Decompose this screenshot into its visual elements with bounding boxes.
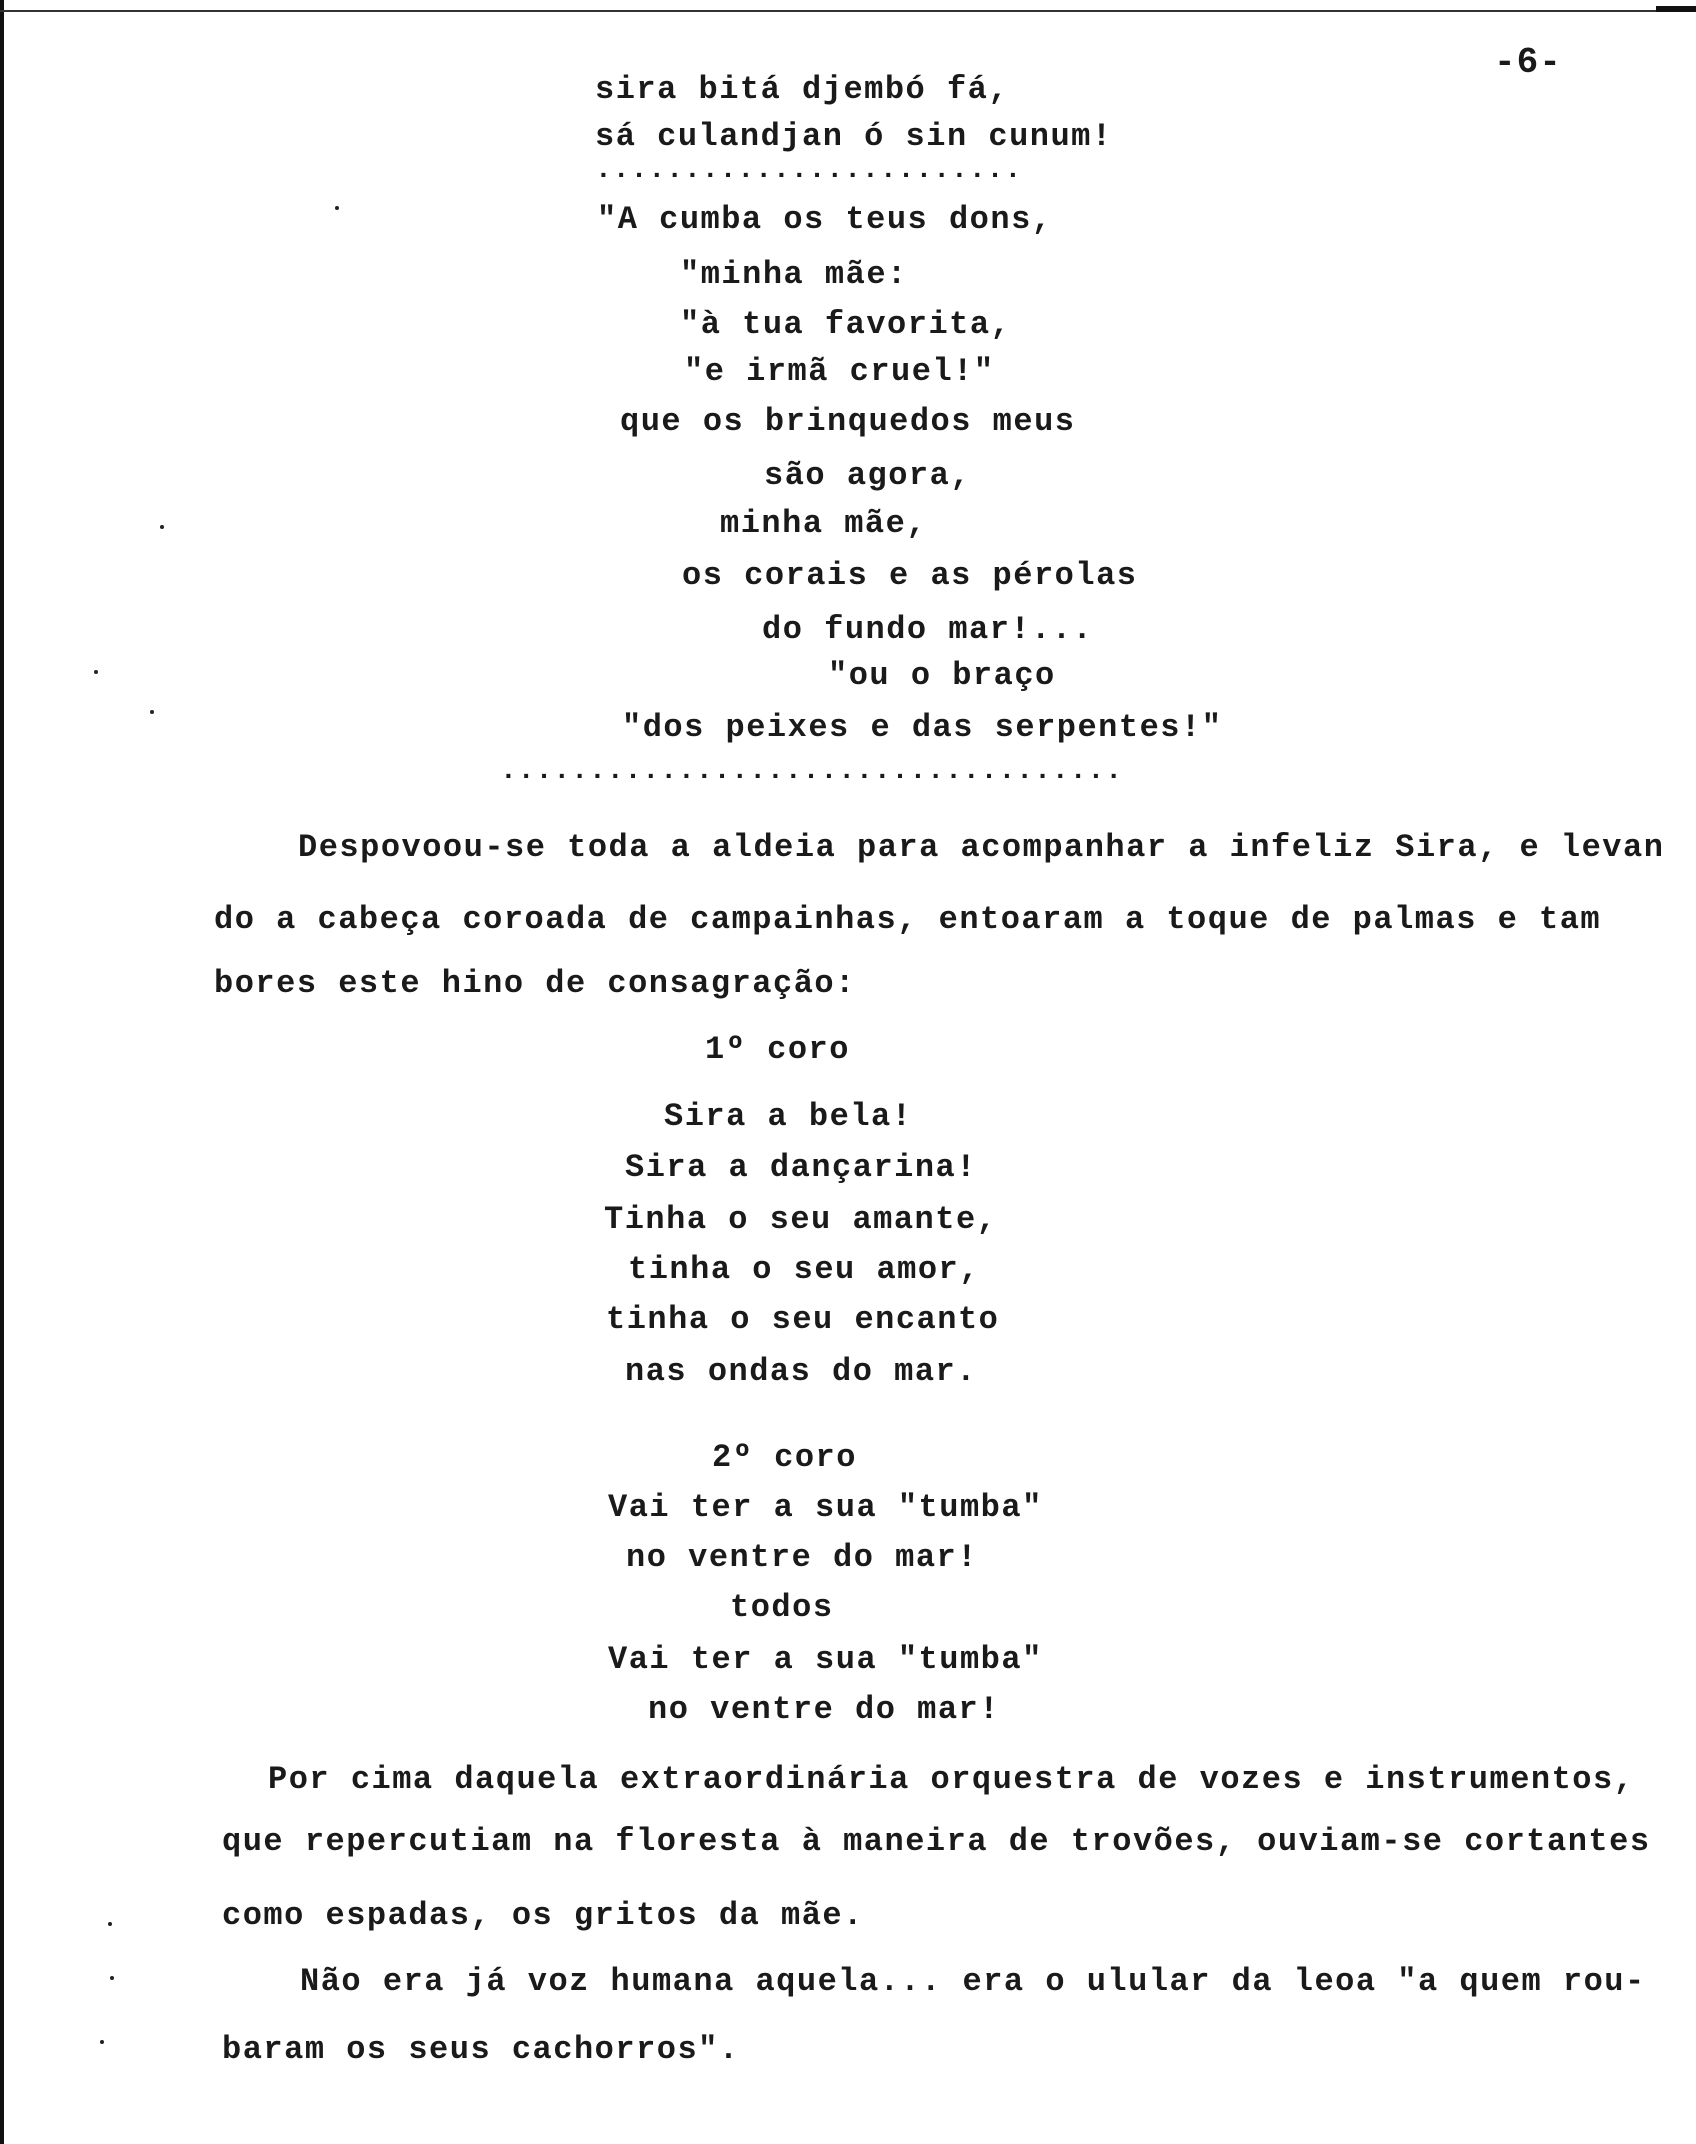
coro-line: tinha o seu encanto (606, 1301, 1000, 1338)
paragraph-line: Não era já voz humana aquela... era o ulular da leoa "a quem rou- (300, 1963, 1646, 2000)
verse2-line: os corais e as pérolas (682, 557, 1138, 594)
verse2-line: do fundo mar!... (762, 611, 1094, 648)
verse1-line: sira bitá djembó fá, (595, 71, 1010, 108)
todos-line: no ventre do mar! (648, 1691, 1000, 1728)
verse2-line: são agora, (764, 457, 972, 494)
scan-speck (110, 1976, 114, 1980)
verse2-line: "ou o braço (828, 657, 1056, 694)
verse2-line: que os brinquedos meus (620, 403, 1076, 440)
verse2-line: "A cumba os teus dons, (597, 201, 1053, 238)
scan-speck (335, 206, 339, 210)
scan-speck (100, 2040, 104, 2044)
page-left-edge (0, 0, 4, 2144)
paragraph-line: do a cabeça coroada de campainhas, entoaram a toque de palmas e tam (214, 901, 1602, 938)
coro-line: Vai ter a sua "tumba" (608, 1489, 1043, 1526)
verse2-line: "e irmã cruel!" (684, 353, 995, 390)
verse2-line: "à tua favorita, (680, 306, 1012, 343)
verse1-line: sá culandjan ó sin cunum! (595, 118, 1113, 155)
paragraph-line: Por cima daquela extraordinária orquestra de vozes e instrumentos, (268, 1761, 1635, 1798)
coro-heading: 1º coro (705, 1031, 850, 1068)
page-top-corner-mark (1656, 6, 1696, 12)
verse2-line: "dos peixes e das serpentes!" (622, 709, 1223, 746)
paragraph-line: como espadas, os gritos da mãe. (222, 1897, 864, 1934)
todos-line: Vai ter a sua "tumba" (608, 1641, 1043, 1678)
scan-speck (94, 670, 98, 674)
page-number: -6- (1494, 42, 1562, 83)
verse2-line: "minha mãe: (680, 256, 908, 293)
coro-line: Tinha o seu amante, (604, 1201, 998, 1238)
dotted-separator: ................................... (500, 756, 1124, 787)
dotted-separator: ........................ (595, 155, 1023, 186)
coro-line: Sira a bela! (664, 1098, 913, 1135)
coro-line: tinha o seu amor, (628, 1251, 980, 1288)
coro-line: nas ondas do mar. (625, 1353, 977, 1390)
scan-speck (160, 525, 164, 529)
coro-heading: 2º coro (712, 1439, 857, 1476)
paragraph-line: que repercutiam na floresta à maneira de trovões, ouviam-se cortantes (222, 1823, 1651, 1860)
coro-line: Sira a dançarina! (625, 1149, 977, 1186)
scan-speck (108, 1922, 112, 1926)
todos-heading: todos (730, 1589, 834, 1626)
page-top-rule (0, 10, 1660, 12)
scan-speck (150, 710, 154, 714)
paragraph-line: baram os seus cachorros". (222, 2031, 740, 2068)
paragraph-line: bores este hino de consagração: (214, 965, 856, 1002)
paragraph-line: Despovoou-se toda a aldeia para acompanhar a infeliz Sira, e levan (298, 829, 1665, 866)
coro-line: no ventre do mar! (626, 1539, 978, 1576)
verse2-line: minha mãe, (720, 505, 928, 542)
